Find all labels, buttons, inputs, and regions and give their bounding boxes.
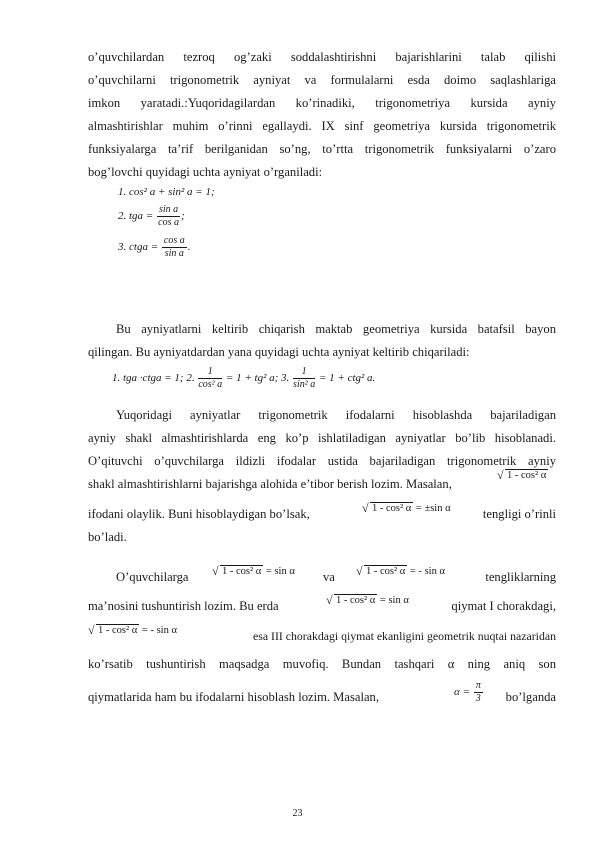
math-sqrt: √ 1 - cos² α — [497, 468, 547, 482]
text-line: ko’rsatib tushuntirish maqsadga muvofiq. Bundan tashqari α ning aniq son — [88, 657, 556, 671]
text-line: o’quvchilarni trigonometrik ayniyat va formulalarni esda doimo saqlashlariga — [88, 73, 556, 87]
formula-4: 1. tga ·ctga = 1; 2. $\frac{1}{\text{cos² a}}$ = 1 + tg² a; 3. $\frac{1}{\text{sin² a}}$ = 1 + ctg² a. — [112, 366, 376, 390]
math-fraction: α = $\frac{\pi}{3}$ — [454, 680, 481, 704]
text-line: imkon yaratadi.:Yuqoridagilardan ko’rinadiki, trigonometriya kursida ayniy — [88, 96, 556, 110]
text-line: ifodani olaylik. Buni hisoblaydigan bo’lsak, — [88, 507, 310, 521]
text-line: ma’nosini tushuntirish lozim. Bu erda — [88, 599, 279, 613]
fraction: $\frac{\text{cos a}}{\text{sin a}}$ — [163, 235, 185, 259]
formula-2: 2. tga = $\frac{\text{sin a}}{\text{cos a}}$ ; — [118, 204, 185, 228]
math-sqrt: √ 1 - cos² α = - sin α — [88, 623, 177, 637]
page-number: 23 — [292, 808, 303, 819]
fraction: $\frac{1}{\text{cos² a}}$ — [198, 366, 223, 390]
text-line: bog’lovchi quyidagi uchta ayniyat o’rganiladi: — [88, 165, 323, 179]
text-line: ayniy shakl almashtirishlarda eng ko’p ishlatiladigan ayniyatlar bo’lib hisoblanadi. — [88, 431, 556, 445]
text-line: O’quvchilarga — [116, 570, 189, 584]
text-line: bo’ladi. — [88, 530, 127, 544]
text-line: qiymatlarida ham bu ifodalarni hisoblash lozim. Masalan, — [88, 690, 379, 704]
math-sqrt: √ 1 - cos² α = sin α — [212, 564, 295, 578]
formula-3: 3. ctga = $\frac{\text{cos a}}{\text{sin a}}$ . — [118, 235, 191, 259]
text-line: o’quvchilardan tezroq og’zaki soddalashtirishni bajarishlarini talab qilishi — [88, 50, 556, 64]
math-sqrt: √ 1 - cos² α = - sin α — [356, 564, 445, 578]
text-line: funksiyalarga ta’rif berilganidan so’ng, to’rtta trigonometrik funksiyalarni o’zaro — [88, 142, 556, 156]
text-line: va — [323, 570, 335, 584]
text-line: esa III chorakdagi qiymat ekanligini geometrik nuqtai nazaridan — [253, 629, 556, 643]
text-line: Yuqoridagi ayniyatlar trigonometrik ifodalarni hisoblashda bajariladigan — [116, 408, 556, 422]
formula-1: 1. cos² a + sin² a = 1; — [118, 186, 215, 198]
text-line: O’qituvchi o’quvchilarga ildizli ifodalar ustida bajariladigan trigonometrik ayniy — [88, 454, 556, 468]
text-line: almashtirishlar muhim o’rinni egallaydi. IX sinf geometriya kursida trigonometrik — [88, 119, 556, 133]
text-line: shakl almashtirishlarni bajarishga alohida e’tibor berish lozim. Masalan, — [88, 477, 452, 491]
text-line: tengliklarning — [485, 570, 556, 584]
fraction: $\frac{1}{\text{sin² a}}$ — [293, 366, 316, 390]
text-line: bo’lganda — [505, 690, 556, 704]
math-sqrt: √ 1 - cos² α = sin α — [326, 593, 409, 607]
text-line: qiymat I chorakdagi, — [451, 599, 556, 613]
text-line: Bu ayniyatlarni keltirib chiqarish maktab geometriya kursida batafsil bayon — [116, 322, 556, 336]
math-sqrt: √ 1 - cos² α = ±sin α — [362, 501, 451, 515]
text-line: qilingan. Bu ayniyatdardan yana quyidagi uchta ayniyat keltirib chiqariladi: — [88, 345, 470, 359]
text-line: tengligi o’rinli — [482, 507, 556, 521]
fraction: $\frac{\text{sin a}}{\text{cos a}}$ — [158, 204, 179, 228]
